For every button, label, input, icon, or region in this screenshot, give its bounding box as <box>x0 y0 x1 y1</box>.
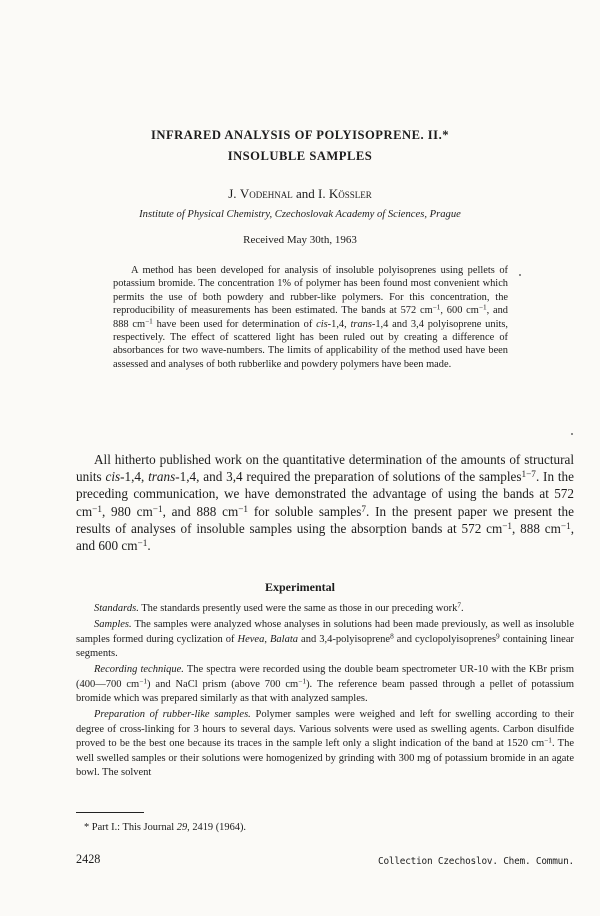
italic-term: cis <box>316 318 328 330</box>
superscript: −1 <box>137 537 148 548</box>
superscript: −1 <box>139 676 148 686</box>
page-number: 2428 <box>76 852 101 866</box>
superscript: −1 <box>478 303 487 312</box>
received-date: Received May 30th, 1963 <box>243 234 357 246</box>
reference-superscript: 9 <box>496 631 500 641</box>
body-text: ) and NaCl prism (above 700 cm <box>147 678 299 690</box>
abstract-text: , and 888 cm <box>113 305 509 330</box>
footnote-rule <box>76 812 144 813</box>
italic-term: trans <box>148 469 176 485</box>
author-2-surname: Kössler <box>328 186 372 201</box>
author-line <box>0 186 600 202</box>
superscript: −1 <box>560 520 571 531</box>
superscript: −1 <box>152 503 163 514</box>
reference-superscript: 7 <box>457 600 462 610</box>
italic-term: Hevea <box>237 633 265 645</box>
body-text: Polymer samples were weighed and left for swelling according to their degree of cross-linking for 3 hours to several days. Various solvents were used as swelling agents. Carbon disulfide proved to be the best one because its traces in the sample left only a slight indication of the band at 1520 cm <box>76 709 574 749</box>
body-text: . <box>461 603 464 614</box>
abstract-text: A method has been developed for analysis of insoluble polyisoprenes using pellets of potassium bromide. The concentration 1% of polymer has been found most convenient which permits the use of both powdery and rubber-like polymers. For this concentration, the reproducibility of measurements has been estimated. The bands at 572 cm <box>113 265 508 317</box>
intro-text: . In the present paper we present the results of analyses of insoluble samples using the absorption bands at 572 cm <box>76 503 574 536</box>
intro-text: , and 600 cm <box>76 520 574 554</box>
paragraph-label: Samples. <box>94 619 132 630</box>
body-text: ). The reference beam passed through a pellet of potassium bromide which was prepared similarly as that with analyzed samples. <box>76 678 575 704</box>
body-text: The spectra were recorded using the double beam spectrometer UR-10 with the KBr prism (400—700 cm <box>76 664 575 690</box>
superscript: −1 <box>92 503 102 514</box>
intro-text: , 888 cm <box>512 520 561 536</box>
intro-text: . <box>147 538 151 554</box>
recording-paragraph <box>76 663 574 707</box>
author-1-initial: J. <box>228 186 240 201</box>
reference-superscript: 1−7 <box>521 469 536 480</box>
body-text: containing linear segments. <box>76 633 574 659</box>
author-conjunction: and <box>292 186 318 201</box>
body-text: . The well swelled samples or their solutions were homogenized by grinding with 300 mg of potassium bromide in an agate bowl. The solvent <box>76 738 574 778</box>
author-2-initial: I. <box>317 186 329 201</box>
paragraph-label: Standards. <box>94 603 139 614</box>
body-text: , <box>264 633 270 645</box>
intro-text: , 980 cm <box>101 503 153 519</box>
abstract-text: , 600 cm <box>440 305 479 317</box>
scan-speck <box>519 274 521 276</box>
italic-term: Balata <box>270 633 298 645</box>
author-1-surname: Vodehnal <box>239 186 293 201</box>
body-text: The standards presently used were the same as those in our preceding work <box>138 603 458 614</box>
abstract <box>113 264 508 371</box>
affiliation: Institute of Physical Chemistry, Czechoslovak Academy of Sciences, Prague <box>139 209 461 220</box>
superscript: −1 <box>238 503 249 514</box>
article-title-line-2: INSOLUBLE SAMPLES <box>227 149 373 163</box>
reference-superscript: 8 <box>390 631 394 641</box>
journal-name: Collection Czechoslov. Chem. Commun. <box>378 856 574 867</box>
intro-text: , and 888 cm <box>162 503 239 519</box>
paragraph-label: Recording technique. <box>94 664 184 675</box>
italic-term: cis <box>105 469 121 485</box>
section-heading-experimental: Experimental <box>265 580 335 594</box>
italic-term: trans <box>350 318 372 330</box>
intro-text: All hitherto published work on the quantitative determination of the amounts of structural units <box>76 452 574 485</box>
footnote-text: * Part I.: This Journal <box>84 822 177 833</box>
superscript: −1 <box>502 520 513 531</box>
paragraph-label: Preparation of rubber-like samples. <box>94 709 251 720</box>
intro-text: for soluble samples <box>248 503 362 519</box>
reference-superscript: 7 <box>361 503 367 514</box>
footnote <box>84 822 246 833</box>
intro-text: . In the preceding communication, we have demonstrated the advantage of using the bands at 572 cm <box>76 469 574 519</box>
article-title-line-1: INFRARED ANALYSIS OF POLYISOPRENE. II.* <box>150 128 450 142</box>
intro-text: -1,4, <box>120 469 149 485</box>
superscript: −1 <box>145 317 153 326</box>
superscript: −1 <box>298 676 307 686</box>
superscript: −1 <box>544 735 552 745</box>
standards-paragraph <box>76 602 574 617</box>
intro-text: -1,4, and 3,4 required the preparation of solutions of the samples <box>175 469 522 485</box>
intro-paragraph <box>76 451 574 554</box>
scan-speck <box>571 433 573 435</box>
italic-volume: 29 <box>176 822 188 833</box>
experimental-body <box>76 602 574 782</box>
body-text: and cyclopolyisoprenes <box>393 633 497 645</box>
superscript: −1 <box>432 303 441 312</box>
samples-paragraph <box>76 618 574 662</box>
abstract-text: have been used for determination of <box>152 318 317 330</box>
footnote-text: , 2419 (1964). <box>187 822 247 833</box>
abstract-text: -1,4, <box>327 318 351 330</box>
body-text: The samples were analyzed whose analyses in solutions had been made previously, as well as insoluble samples formed during cyclization of <box>76 619 574 645</box>
preparation-paragraph <box>76 708 574 781</box>
abstract-text: -1,4 and 3,4 polyisoprene units, respectively. The effect of scattered light has been ruled out by creating a difference of absorbances for two wave-numbers. The limits of applicability of the method used have been assessed and analyses of both rubberlike and powdery polymers have been made. <box>113 318 508 370</box>
body-text: and 3,4-polyisoprene <box>298 633 391 645</box>
